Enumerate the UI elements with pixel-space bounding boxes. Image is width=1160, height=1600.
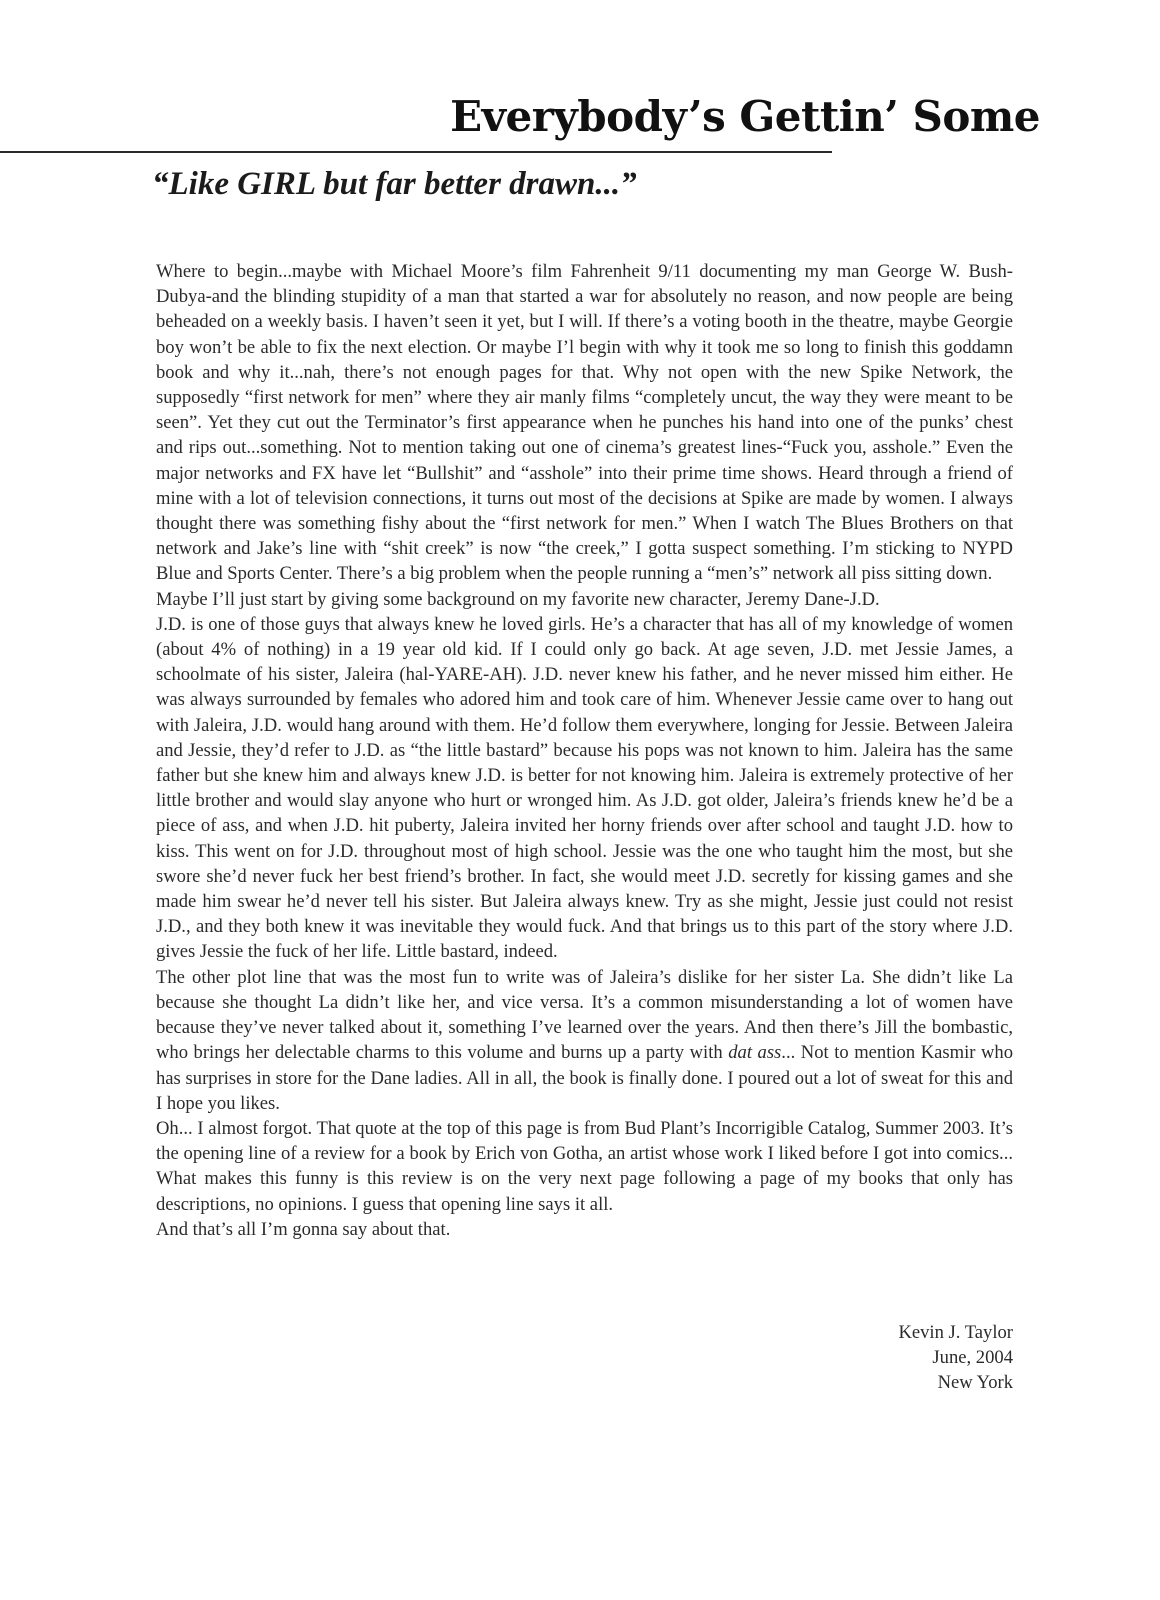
paragraph-closing: And that’s all I’m gonna say about that.	[156, 1218, 451, 1240]
paragraph-intro: Where to begin...maybe with Michael Moore’s film Fahrenheit 9/11 documenting my man George W. Bush-Dubya-and the blinding stupidity of a man that started a war for absolutely no reason, and now people are being beheaded on a weekly basis. I haven’t seen it yet, but I will. If there’s a voting booth in the theatre, maybe Georgie boy won’t be able to fix the next election. Or maybe I’l begin with why it took me so long to finish this goddamn book and why it...nah, there’s not enough pages for that. Why not open with the new Spike Network, the supposedly “first network for men” where they air manly films “completely uncut, the way they were meant to be seen”. Yet they cut out the Terminator’s first appearance when he punches his hand into one of the punks’ chest and rips out...something. Not to mention taking out one of cinema’s greatest lines-“Fuck you, asshole.” Even the major networks and FX have let “Bullshit” and “asshole” into their prime time shows. Heard through a friend of mine with a lot of television connections, it turns out most of the decisions at Spike are made by women. I always thought there was something fishy about the “first network for men.” When I watch The Blues Brothers on that network and Jake’s line with “shit creek” is now “the creek,” I gotta suspect something. I’m sticking to NYPD Blue and Sports Center. There’s a big problem when the people running a “men’s” network all piss sitting down.	[156, 261, 1013, 585]
signature-block	[898, 1320, 1013, 1396]
paragraph-plot-line-text-b: ... Not to mention Kasmir who has surprises in store for the Dane ladies. All in all, the book is finally done. I poured out a lot of sweat for this and I hope you likes.	[156, 1042, 1013, 1114]
paragraph-quote-source: Oh... I almost forgot. That quote at the top of this page is from Bud Plant’s Incorrigible Catalog, Summer 2003. It’s the opening line of a review for a book by Erich von Gotha, an artist whose work I liked before I got into comics... What makes this funny is this review is on the very next page following a page of my books that only has descriptions, no opinions. I guess that opening line says it all.	[156, 1117, 1013, 1215]
article-body	[156, 259, 1013, 1242]
paragraph-plot-line	[156, 965, 1013, 1116]
paragraph-plot-line-emphasis: dat ass	[728, 1042, 782, 1064]
paragraph-plot-line-text-a: The other plot line that was the most fun to write was of Jaleira’s dislike for her sister La. She didn’t like La because she thought La didn’t like her, and vice versa. It’s a common misunderstanding a lot of women have because they’ve never talked about it, something I’ve learned over the years. And then there’s Jill the bombastic, who brings her delectable charms to this volume and burns up a party with	[156, 966, 1013, 1064]
title-divider	[0, 151, 832, 153]
author-name: Kevin J. Taylor	[898, 1322, 1013, 1343]
paragraph-character-intro: Maybe I’ll just start by giving some background on my favorite new character, Jeremy Dane-J.D.	[156, 588, 880, 610]
signature-date: June, 2004	[932, 1347, 1013, 1369]
title-block	[0, 92, 1060, 141]
page-subtitle-quote: “Like GIRL but far better drawn...”	[152, 166, 637, 202]
paragraph-jd-background: J.D. is one of those guys that always knew he loved girls. He’s a character that has all of my knowledge of women (about 4% of nothing) in a 19 year old kid. If I could only go back. At age seven, J.D. met Jessie James, a schoolmate of his sister, Jaleira (hal-YARE-AH). J.D. never knew his father, and he never missed him either. He was always surrounded by females who adored him and took care of him. Whenever Jessie came over to hang out with Jaleira, J.D. would hang around with them. He’d follow them everywhere, longing for Jessie. Between Jaleira and Jessie, they’d refer to J.D. as “the little bastard” because his pops was not known to him. Jaleira has the same father but she knew him and always knew J.D. is better for not knowing him. Jaleira is extremely protective of her little brother and would slay anyone who hurt or wronged him. As J.D. got older, Jaleira’s friends knew he’d be a piece of ass, and when J.D. hit puberty, Jaleira invited her horny friends over after school and taught J.D. how to kiss. This went on for J.D. throughout most of high school. Jessie was the one who taught him the most, but she swore she’d never fuck her best friend’s brother. In fact, she would meet J.D. secretly for kissing games and she made him swear he’d never tell his sister. But Jaleira always knew. Try as she might, Jessie just could not resist J.D., and they both knew it was inevitable they would fuck. And that brings us to this part of the story where J.D. gives Jessie the fuck of her life. Little bastard, indeed.	[156, 613, 1013, 963]
page-title: Everybody’s Gettin’ Some	[450, 92, 1040, 141]
signature-place: New York	[937, 1372, 1013, 1394]
